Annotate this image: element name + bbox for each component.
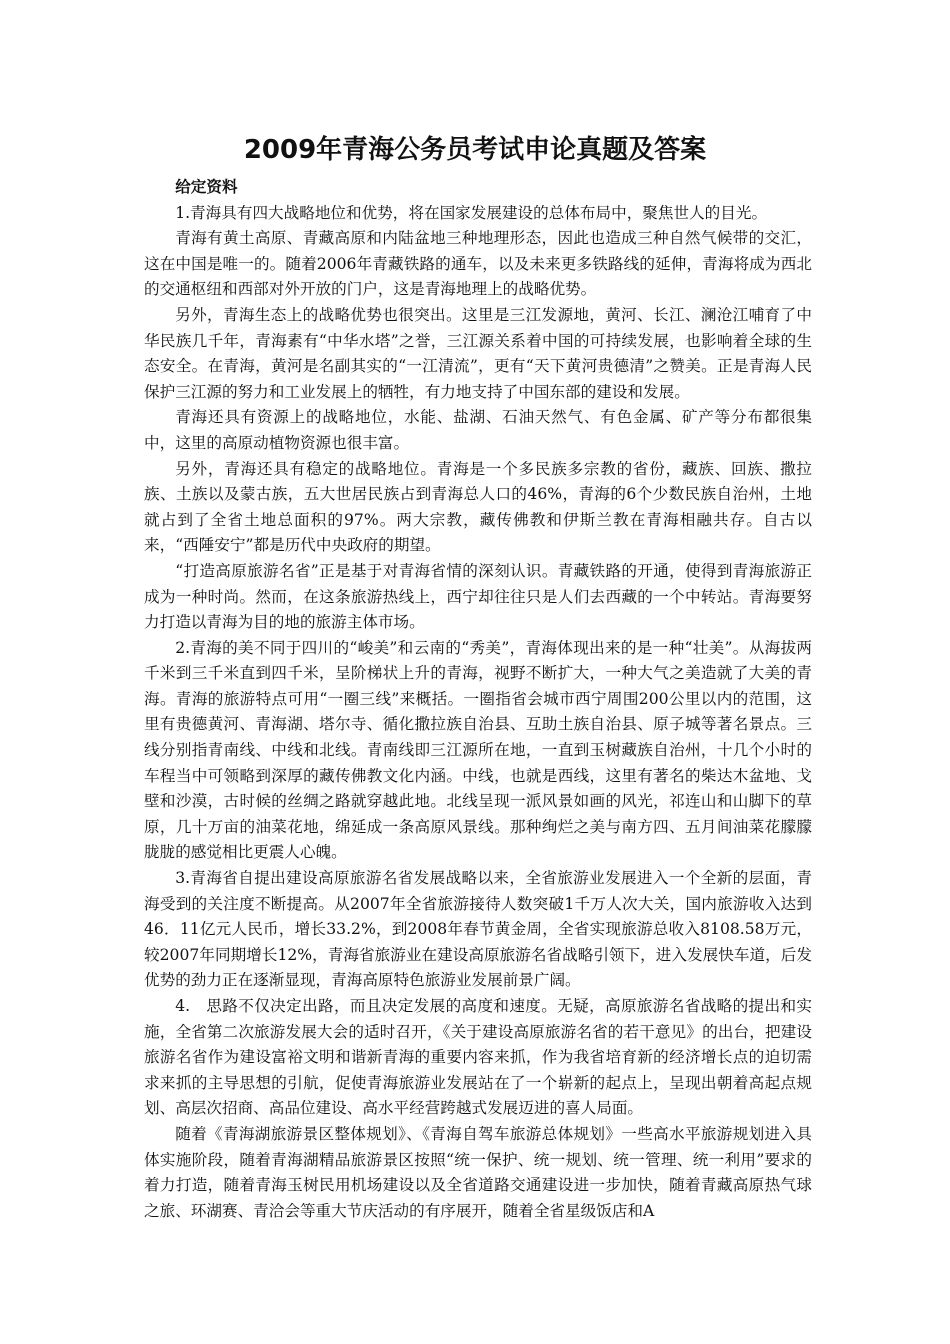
paragraph-6: “打造高原旅游名省”正是基于对青海省情的深刻认识。青藏铁路的开通，使得到青海旅游正成为一种时尚。然而，在这条旅游热线上，西宁却往往只是人们去西藏的一个中转站。青海要努力打造以青海为目的地的旅游主体市场。 (144, 561, 812, 632)
paragraph-3: 另外，青海生态上的战略优势也很突出。这里是三江发源地，黄河、长江、澜沧江哺育了中华民族几千年，青海素有“中华水塔”之誉，三江源关系着中国的可持续发展，也影响着全球的生态安全。在青海，黄河是名副其实的“一江清流”，更有“天下黄河贵德清”之赞美。正是青海人民保护三江源的努力和工业发展上的牺牲，有力地支持了中国东部的建设和发展。 (144, 305, 812, 401)
paragraph-9: 4. 思路不仅决定出路，而且决定发展的高度和速度。无疑，高原旅游名省战略的提出和实施，全省第二次旅游发展大会的适时召开，《关于建设高原旅游名省的若干意见》的出台，把建设旅游名省作为建设富裕文明和谐新青海的重要内容来抓，作为我省培育新的经济增长点的迫切需求来抓的主导思想的引航，促使青海旅游业发展站在了一个崭新的起点上，呈现出朝着高起点规划、高层次招商、高品位建设、高水平经营跨越式发展迈进的喜人局面。 (144, 997, 812, 1118)
paragraph-2: 青海有黄土高原、青藏高原和内陆盆地三种地理形态，因此也造成三种自然气候带的交汇，这在中国是唯一的。随着2006年青藏铁路的通车，以及未来更多铁路线的延伸，青海将成为西北的交通枢纽和西部对外开放的门户，这是青海地理上的战略优势。 (144, 229, 812, 299)
paragraph-1: 1.青海具有四大战略地位和优势，将在国家发展建设的总体布局中，聚焦世人的目光。 (175, 203, 768, 222)
paragraph-7: 2.青海的美不同于四川的“峻美”和云南的“秀美”，青海体现出来的是一种“壮美”。从海拔两千米到三千米直到四千米，呈阶梯状上升的青海，视野不断扩大，一种大气之美造就了大美的青海。青海的旅游特点可用“一圈三线”来概括。一圈指省会城市西宁周围200公里以内的范围，这里有贵德黄河、青海湖、塔尔寺、循化撒拉族自治县、互助土族自治县、原子城等著名景点。三线分别指青南线、中线和北线。青南线即三江源所在地，一直到玉树藏族自治州，十几个小时的车程当中可领略到深厚的藏传佛教文化内涵。中线，也就是西线，这里有著名的柴达木盆地、戈壁和沙漠，古时候的丝绸之路就穿越此地。北线呈现一派风景如画的风光，祁连山和山脚下的草原，几十万亩的油菜花地，绵延成一条高原风景线。那种绚烂之美与南方四、五月间油菜花朦朦胧胧的感觉相比更震人心魄。 (144, 638, 812, 862)
paragraph-4: 青海还具有资源上的战略地位，水能、盐湖、石油天然气、有色金属、矿产等分布都很集中，这里的高原动植物资源也很丰富。 (144, 408, 812, 452)
paragraph-5: 另外，青海还具有稳定的战略地位。青海是一个多民族多宗教的省份，藏族、回族、撒拉族、土族以及蒙古族，五大世居民族占到青海总人口的46%，青海的6个少数民族自治州，土地就占到了全省土地总面积的97%。两大宗教，藏传佛教和伊斯兰教在青海相融共存。自古以来，“西陲安宁”都是历代中央政府的期望。 (144, 459, 812, 555)
section-heading: 给定资料 (175, 178, 238, 196)
document-title: 2009年青海公务员考试申论真题及答案 (243, 135, 707, 165)
paragraph-8: 3.青海省自提出建设高原旅游名省发展战略以来，全省旅游业发展进入一个全新的层面，青海受到的关注度不断提高。从2007年全省旅游接待人数突破1千万人次大关，国内旅游收入达到46．11亿元人民币，增长33.2%，到2008年春节黄金周，全省实现旅游总收入8108.58万元，较2007年同期增长12%，青海省旅游业在建设高原旅游名省战略引领下，进入发展快车道，后发优势的劲力正在逐渐显现，青海高原特色旅游业发展前景广阔。 (144, 869, 812, 990)
document-body (144, 175, 812, 1224)
paragraph-10: 随着《青海湖旅游景区整体规划》、《青海自驾车旅游总体规划》一些高水平旅游规划进入具体实施阶段，随着青海湖精品旅游景区按照“统一保护、统一规划、统一管理、统一利用”要求的着力打造，随着青海玉树民用机场建设以及全省道路交通建设进一步加快，随着青藏高原热气球之旅、环湖赛、青洽会等重大节庆活动的有序展开，随着全省星级饭店和A (144, 1124, 812, 1220)
